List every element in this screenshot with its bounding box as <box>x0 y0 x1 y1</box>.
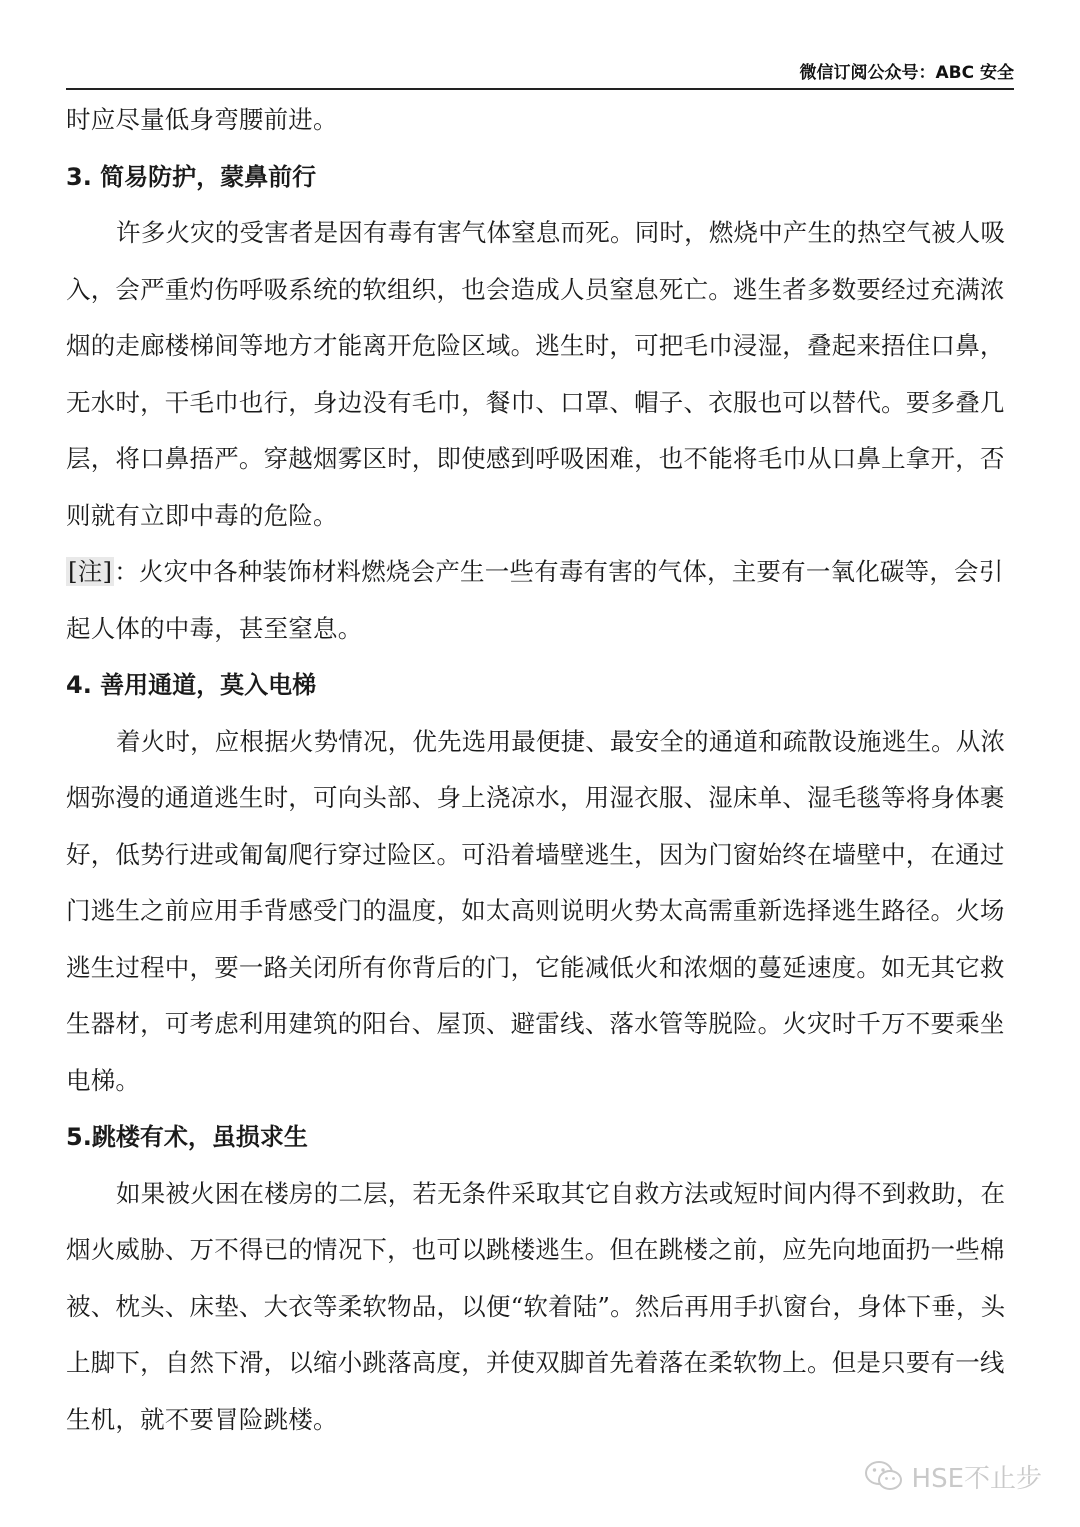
section4-heading: 4. 善用通道，莫入电梯 <box>66 671 317 699</box>
section5-paragraph: 如果被火困在楼房的二层，若无条件采取其它自救方法或短时间内得不到救助，在烟火威胁、万不得已的情况下，也可以跳楼逃生。但在跳楼之前，应先向地面扔一些棉被、枕头、床垫、大衣等柔软物品，以便“软着陆”。然后再用手扒窗台，身体下垂，头上脚下，自然下滑，以缩小跳落高度，并使双脚首先着落在柔软物上。但是只要有一线生机，就不要冒险跳楼。 <box>66 1178 1006 1434</box>
section4-paragraph: 着火时，应根据火势情况，优先选用最便捷、最安全的通道和疏散设施逃生。从浓烟弥漫的通道逃生时，可向头部、身上浇凉水，用湿衣服、湿床单、湿毛毯等将身体裹好，低势行进或匍匐爬行穿过险区。可沿着墙壁逃生，因为门窗始终在墙壁中，在通过门逃生之前应用手背感受门的温度，如太高则说明火势太高需重新选择逃生路径。火场逃生过程中，要一路关闭所有你背后的门，它能减低火和浓烟的蔓延速度。如无其它救生器材，可考虑利用建筑的阳台、屋顶、避雷线、落水管等脱险。火灾时千万不要乘坐电梯。 <box>66 726 1006 1095</box>
intro-line: 时应尽量低身弯腰前进。 <box>66 105 338 134</box>
section3-heading: 3. 简易防护，蒙鼻前行 <box>66 162 317 191</box>
document-body <box>66 92 1016 1448</box>
section5-heading: 5.跳楼有术，虽损求生 <box>66 1123 308 1151</box>
note-text: ：火灾中各种装饰材料燃烧会产生一些有毒有害的气体，主要有一氧化碳等，会引起人体的中毒，甚至窒息。 <box>66 557 1004 643</box>
note-tag: [注] <box>68 557 113 586</box>
header-text: 微信订阅公众号：ABC 安全 <box>799 63 1014 83</box>
section3-paragraph: 许多火灾的受害者是因有毒有害气体窒息而死。同时，燃烧中产生的热空气被人吸入，会严重灼伤呼吸系统的软组织，也会造成人员窒息死亡。逃生者多数要经过充满浓烟的走廊楼梯间等地方才能离开危险区域。逃生时，可把毛巾浸湿，叠起来捂住口鼻，无水时，干毛巾也行，身边没有毛巾，餐巾、口罩、帽子、衣服也可以替代。要多叠几层，将口鼻捂严。穿越烟雾区时，即使感到呼吸困难，也不能将毛巾从口鼻上拿开，否则就有立即中毒的危险。 <box>66 218 1006 530</box>
watermark-text: HSE不止步 <box>911 1463 1042 1494</box>
page-header <box>66 58 1014 90</box>
wechat-icon <box>864 1459 904 1493</box>
watermark <box>864 1456 1042 1496</box>
section3-note <box>66 544 1016 657</box>
